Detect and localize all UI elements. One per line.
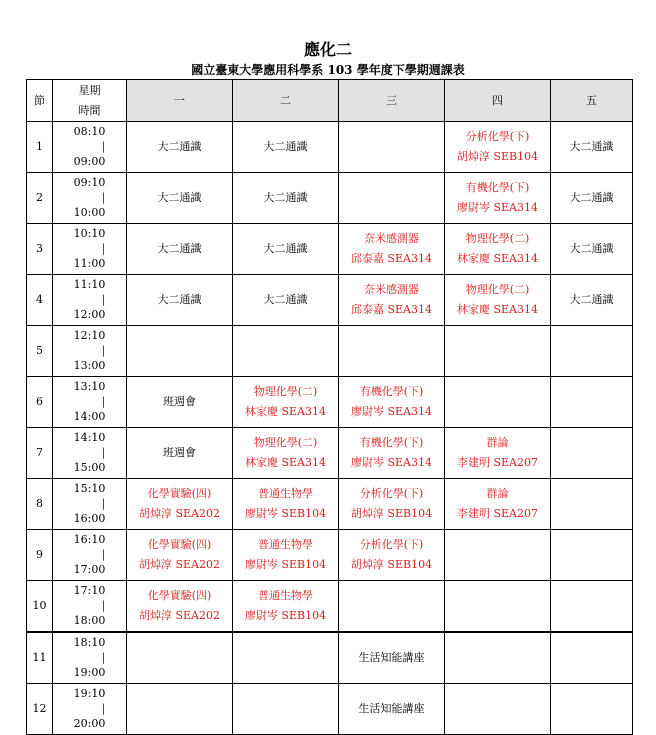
- time-range: [53, 684, 127, 735]
- time-separator: |: [101, 140, 106, 153]
- end-time: 16:00: [73, 512, 106, 525]
- period-number: 1: [27, 122, 53, 173]
- course-teacher-room: 胡焯淳 SEA202: [138, 609, 220, 622]
- course-cell-mon: [127, 684, 233, 735]
- course-cell-wed: [339, 224, 445, 275]
- schedule-row: [27, 173, 633, 224]
- course-cell-mon: [127, 122, 233, 173]
- course-teacher-room: 林家慶 SEA314: [456, 303, 538, 316]
- course-cell-thu: [445, 173, 551, 224]
- course-cell-tue: [233, 326, 339, 377]
- schedule-row: [27, 122, 633, 173]
- time-range: [53, 428, 127, 479]
- course-cell-tue: [233, 275, 339, 326]
- day-header-tue: 二: [233, 80, 339, 122]
- schedule-row: [27, 684, 633, 735]
- end-time: 19:00: [73, 666, 106, 679]
- course-cell-thu: [445, 684, 551, 735]
- course-cell-mon: [127, 428, 233, 479]
- end-time: 11:00: [73, 257, 106, 270]
- course-cell-thu: [445, 428, 551, 479]
- course-cell-mon: [127, 275, 233, 326]
- course-name: 大二通識: [569, 140, 614, 153]
- course-name: 大二通識: [157, 293, 202, 306]
- time-separator: |: [101, 497, 106, 510]
- course-name: 分析化學(下): [465, 130, 530, 143]
- end-time: 14:00: [73, 410, 106, 423]
- course-cell-fri: [551, 684, 633, 735]
- time-range: [53, 224, 127, 275]
- day-header-thu: 四: [445, 80, 551, 122]
- period-number: 4: [27, 275, 53, 326]
- course-teacher-room: 邱泰嘉 SEA314: [350, 252, 432, 265]
- start-time: 11:10: [73, 278, 106, 291]
- course-teacher-room: 廖尉岑 SEA314: [350, 405, 432, 418]
- course-cell-thu: [445, 632, 551, 684]
- course-cell-fri: [551, 224, 633, 275]
- course-name: 分析化學(下): [359, 538, 424, 551]
- course-cell-fri: [551, 479, 633, 530]
- course-name: 大二通識: [263, 140, 308, 153]
- course-cell-fri: [551, 122, 633, 173]
- period-number: 11: [27, 632, 53, 684]
- course-cell-wed: [339, 377, 445, 428]
- start-time: 09:10: [73, 176, 106, 189]
- period-number: 3: [27, 224, 53, 275]
- course-cell-mon: [127, 581, 233, 633]
- start-time: 19:10: [73, 687, 106, 700]
- schedule-row: [27, 479, 633, 530]
- time-range: [53, 632, 127, 684]
- course-cell-tue: [233, 122, 339, 173]
- course-teacher-room: 廖尉岑 SEB104: [244, 558, 327, 571]
- course-cell-tue: [233, 428, 339, 479]
- course-name: 有機化學(下): [359, 436, 424, 449]
- course-name: 有機化學(下): [465, 181, 530, 194]
- schedule-row: [27, 581, 633, 633]
- course-cell-thu: [445, 224, 551, 275]
- period-number: 7: [27, 428, 53, 479]
- course-cell-fri: [551, 632, 633, 684]
- course-cell-tue: [233, 377, 339, 428]
- course-cell-thu: [445, 377, 551, 428]
- time-range: [53, 122, 127, 173]
- page-title: 應化二: [303, 40, 352, 59]
- period-number: 5: [27, 326, 53, 377]
- schedule-row: [27, 632, 633, 684]
- course-name: 奈米感測器: [364, 283, 419, 296]
- end-time: 10:00: [73, 206, 106, 219]
- start-time: 17:10: [73, 584, 106, 597]
- course-name: 大二通識: [263, 293, 308, 306]
- course-cell-thu: [445, 122, 551, 173]
- course-cell-fri: [551, 326, 633, 377]
- time-range: [53, 377, 127, 428]
- period-header: 節: [27, 80, 53, 122]
- course-cell-wed: [339, 275, 445, 326]
- course-teacher-room: 胡焯淳 SEB104: [350, 507, 433, 520]
- course-teacher-room: 李建明 SEA207: [456, 456, 538, 469]
- schedule-row: [27, 326, 633, 377]
- course-name: 奈米感測器: [364, 232, 419, 245]
- period-number: 6: [27, 377, 53, 428]
- course-teacher-room: 胡焯淳 SEA202: [138, 558, 220, 571]
- course-name: 物理化學(二): [465, 232, 530, 245]
- time-separator: |: [101, 293, 106, 306]
- day-header-mon: 一: [127, 80, 233, 122]
- course-teacher-room: 胡焯淳 SEB104: [350, 558, 433, 571]
- course-cell-tue: [233, 173, 339, 224]
- course-cell-wed: [339, 632, 445, 684]
- course-name: 大二通識: [569, 293, 614, 306]
- start-time: 08:10: [73, 125, 106, 138]
- time-separator: |: [101, 344, 106, 357]
- course-name: 分析化學(下): [359, 487, 424, 500]
- schedule-table: [26, 79, 633, 735]
- time-header-time: 時間: [78, 103, 101, 117]
- start-time: 18:10: [73, 636, 106, 649]
- time-separator: |: [101, 599, 106, 612]
- course-name: 化學實驗(四): [147, 487, 212, 500]
- course-cell-wed: [339, 479, 445, 530]
- time-range: [53, 326, 127, 377]
- course-name: 普通生物學: [258, 538, 313, 551]
- start-time: 15:10: [73, 482, 106, 495]
- course-name: 大二通識: [569, 242, 614, 255]
- page-subtitle: 國立臺東大學應用科學系 103 學年度下學期週課表: [191, 63, 465, 77]
- start-time: 16:10: [73, 533, 106, 546]
- time-separator: |: [101, 191, 106, 204]
- day-header-wed: 三: [339, 80, 445, 122]
- course-cell-tue: [233, 479, 339, 530]
- period-number: 10: [27, 581, 53, 633]
- course-cell-wed: [339, 428, 445, 479]
- course-name: 群論: [486, 436, 509, 449]
- course-cell-fri: [551, 581, 633, 633]
- course-cell-fri: [551, 530, 633, 581]
- course-name: 生活知能講座: [358, 702, 425, 715]
- end-time: 12:00: [73, 308, 106, 321]
- period-number: 12: [27, 684, 53, 735]
- course-cell-wed: [339, 326, 445, 377]
- schedule-row: [27, 530, 633, 581]
- course-teacher-room: 林家慶 SEA314: [244, 405, 326, 418]
- period-number: 9: [27, 530, 53, 581]
- start-time: 12:10: [73, 329, 106, 342]
- course-cell-wed: [339, 684, 445, 735]
- end-time: 17:00: [73, 563, 106, 576]
- course-cell-fri: [551, 428, 633, 479]
- course-name: 大二通識: [263, 242, 308, 255]
- course-teacher-room: 胡焯淳 SEB104: [456, 150, 539, 163]
- course-cell-mon: [127, 479, 233, 530]
- time-separator: |: [101, 446, 106, 459]
- course-cell-mon: [127, 224, 233, 275]
- course-cell-mon: [127, 377, 233, 428]
- end-time: 15:00: [73, 461, 106, 474]
- course-teacher-room: 廖尉岑 SEA314: [456, 201, 538, 214]
- course-cell-mon: [127, 173, 233, 224]
- period-number: 8: [27, 479, 53, 530]
- end-time: 20:00: [73, 717, 106, 730]
- course-cell-thu: [445, 530, 551, 581]
- start-time: 10:10: [73, 227, 106, 240]
- course-cell-tue: [233, 224, 339, 275]
- time-range: [53, 479, 127, 530]
- course-cell-wed: [339, 122, 445, 173]
- end-time: 18:00: [73, 614, 106, 627]
- time-header: [53, 80, 127, 122]
- course-cell-wed: [339, 530, 445, 581]
- course-cell-thu: [445, 275, 551, 326]
- course-name: 大二通識: [157, 242, 202, 255]
- course-name: 班週會: [163, 446, 196, 459]
- time-range: [53, 275, 127, 326]
- course-cell-wed: [339, 581, 445, 633]
- end-time: 13:00: [73, 359, 106, 372]
- course-cell-tue: [233, 684, 339, 735]
- course-name: 物理化學(二): [253, 436, 318, 449]
- end-time: 09:00: [73, 155, 106, 168]
- course-name: 大二通識: [157, 140, 202, 153]
- course-cell-fri: [551, 173, 633, 224]
- course-teacher-room: 胡焯淳 SEA202: [138, 507, 220, 520]
- course-cell-thu: [445, 479, 551, 530]
- course-name: 化學實驗(四): [147, 538, 212, 551]
- schedule-row: [27, 428, 633, 479]
- course-teacher-room: 林家慶 SEA314: [244, 456, 326, 469]
- course-name: 普通生物學: [258, 589, 313, 602]
- time-separator: |: [101, 702, 106, 715]
- time-range: [53, 530, 127, 581]
- course-cell-mon: [127, 632, 233, 684]
- time-header-weekday: 星期: [78, 83, 101, 97]
- course-name: 班週會: [163, 395, 196, 408]
- day-header-fri: 五: [551, 80, 633, 122]
- start-time: 13:10: [73, 380, 106, 393]
- course-cell-tue: [233, 632, 339, 684]
- schedule-body: [27, 122, 633, 735]
- course-name: 有機化學(下): [359, 385, 424, 398]
- time-separator: |: [101, 242, 106, 255]
- time-separator: |: [101, 651, 106, 664]
- course-cell-tue: [233, 581, 339, 633]
- time-range: [53, 173, 127, 224]
- course-cell-thu: [445, 581, 551, 633]
- course-teacher-room: 李建明 SEA207: [456, 507, 538, 520]
- header-row: [27, 80, 633, 122]
- course-cell-mon: [127, 326, 233, 377]
- time-separator: |: [101, 395, 106, 408]
- course-name: 群論: [486, 487, 509, 500]
- schedule-row: [27, 224, 633, 275]
- schedule-row: [27, 377, 633, 428]
- course-teacher-room: 邱泰嘉 SEA314: [350, 303, 432, 316]
- start-time: 14:10: [73, 431, 106, 444]
- course-cell-tue: [233, 530, 339, 581]
- course-name: 普通生物學: [258, 487, 313, 500]
- period-number: 2: [27, 173, 53, 224]
- time-range: [53, 581, 127, 633]
- course-name: 生活知能講座: [358, 651, 425, 664]
- course-name: 化學實驗(四): [147, 589, 212, 602]
- course-teacher-room: 廖尉岑 SEA314: [350, 456, 432, 469]
- course-cell-wed: [339, 173, 445, 224]
- course-cell-mon: [127, 530, 233, 581]
- course-cell-thu: [445, 326, 551, 377]
- course-name: 大二通識: [157, 191, 202, 204]
- course-cell-fri: [551, 377, 633, 428]
- course-teacher-room: 廖尉岑 SEB104: [244, 609, 327, 622]
- course-name: 物理化學(二): [253, 385, 318, 398]
- schedule-row: [27, 275, 633, 326]
- time-separator: |: [101, 548, 106, 561]
- course-name: 物理化學(二): [465, 283, 530, 296]
- course-name: 大二通識: [263, 191, 308, 204]
- course-teacher-room: 林家慶 SEA314: [456, 252, 538, 265]
- course-name: 大二通識: [569, 191, 614, 204]
- course-teacher-room: 廖尉岑 SEB104: [244, 507, 327, 520]
- course-cell-fri: [551, 275, 633, 326]
